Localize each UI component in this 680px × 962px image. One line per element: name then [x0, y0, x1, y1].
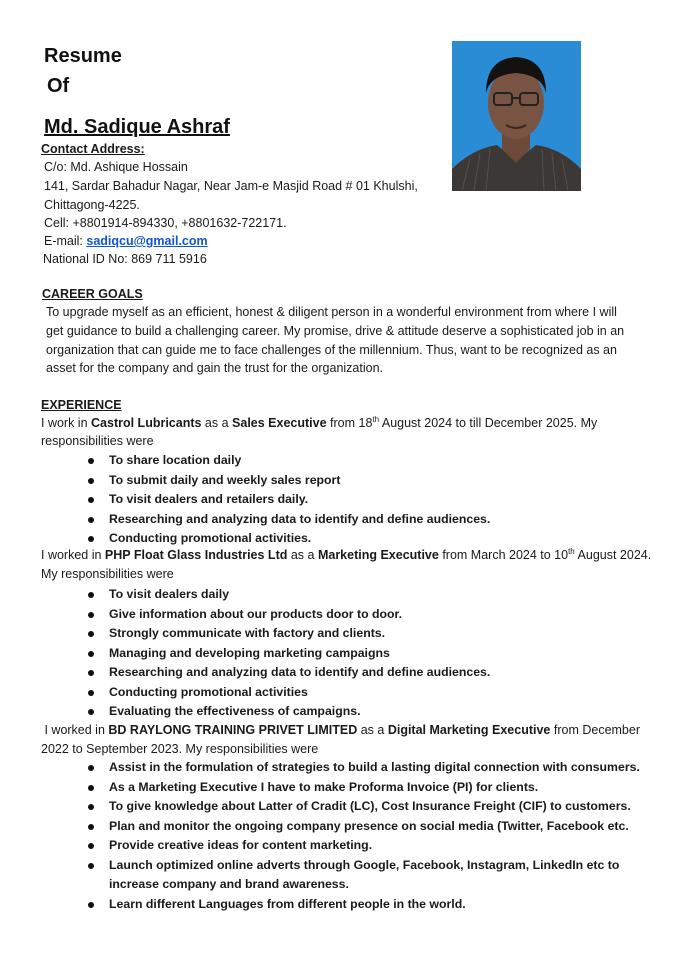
job2-line2: My responsibilities were — [41, 567, 174, 581]
bullet-icon — [88, 651, 94, 657]
bullet-icon — [88, 478, 94, 484]
career-line: get guidance to build a challenging career. My promise, drive & attitude deserve a sophisticated job in an — [46, 324, 625, 338]
contact-cell: Cell: +8801914-894330, +8801632-722171. — [44, 216, 287, 230]
list-item-text: Researching and analyzing data to identify and define audiences. — [109, 511, 491, 526]
bullet-icon — [88, 765, 94, 771]
job1-post: August 2024 to till December 2025. My — [379, 416, 598, 430]
email-link[interactable]: sadiqcu@gmail.com — [86, 234, 208, 248]
list-item-text: To submit daily and weekly sales report — [109, 472, 341, 487]
list-item — [109, 663, 490, 683]
list-item — [109, 895, 640, 915]
bullet-icon — [88, 824, 94, 830]
job1-company: Castrol Lubricants — [91, 416, 202, 430]
list-item-text: Assist in the formulation of strategies to build a lasting digital connection with consumers. — [109, 760, 640, 774]
bullet-icon — [88, 902, 94, 908]
experience-heading: EXPERIENCE — [41, 398, 122, 412]
list-item — [109, 510, 490, 530]
job2-from: from March 2024 to 10 — [438, 548, 569, 562]
bullet-icon — [88, 843, 94, 849]
list-item-text: To share location daily — [109, 453, 242, 467]
job1-sup: th — [372, 414, 380, 424]
bullet-icon — [88, 709, 94, 715]
list-item — [109, 683, 490, 703]
bullet-icon — [88, 458, 94, 464]
title-of: Of — [47, 75, 70, 97]
list-item-text: Learn different Languages from different people in the world. — [109, 896, 466, 911]
list-item-text: To visit dealers and retailers daily. — [109, 492, 309, 506]
bullet-icon — [88, 804, 94, 810]
list-item-text: Evaluating the effectiveness of campaigns. — [109, 704, 361, 718]
list-item-text: Conducting promotional activities — [109, 684, 308, 699]
list-item — [109, 856, 640, 895]
job3-mid: as a — [357, 723, 388, 737]
bullet-icon — [88, 631, 94, 637]
title-resume: Resume — [44, 45, 122, 67]
job1-from: from 18 — [326, 416, 373, 430]
list-item — [109, 836, 640, 856]
contact-nid: National ID No: 869 711 5916 — [43, 252, 207, 266]
list-item-text: Strongly communicate with factory and clients. — [109, 626, 386, 640]
list-item — [109, 451, 490, 471]
list-item-text: To visit dealers daily — [109, 587, 230, 601]
list-item-text: Conducting promotional activities. — [109, 531, 312, 545]
list-item — [109, 605, 490, 625]
job3-line2: 2022 to September 2023. My responsibilities were — [41, 742, 319, 756]
job1-role: Sales Executive — [232, 416, 327, 430]
job2-role: Marketing Executive — [317, 548, 439, 562]
list-item-text: Researching and analyzing data to identify and define audiences. — [109, 665, 491, 679]
list-item — [109, 778, 640, 798]
contact-heading: Contact Address: — [41, 142, 145, 156]
career-line: To upgrade myself as an efficient, honest & diligent person in a wonderful environment from where I will — [46, 305, 617, 319]
job3-post: from December — [550, 723, 640, 737]
contact-address-line2: Chittagong-4225. — [44, 198, 140, 212]
bullet-icon — [88, 592, 94, 598]
career-line: organization that can guide me to face challenges of the millennium. Thus, want to be recognized as an — [46, 343, 617, 357]
list-item — [109, 624, 490, 644]
career-heading: CAREER GOALS — [42, 287, 143, 301]
job3-pre: I worked in — [41, 723, 109, 737]
bullet-icon — [88, 497, 94, 503]
list-item-text: As a Marketing Executive I have to make Proforma Invoice (PI) for clients. — [109, 779, 539, 794]
list-item — [109, 817, 640, 837]
contact-co: C/o: Md. Ashique Hossain — [44, 160, 188, 174]
job3-company: BD RAYLONG TRAINING PRIVET LIMITED — [108, 723, 358, 737]
list-item — [109, 471, 490, 491]
list-item-text: Give information about our products door to door. — [109, 606, 403, 621]
list-item — [109, 797, 640, 817]
bullet-icon — [88, 612, 94, 618]
list-item-text: Launch optimized online adverts through Google, Facebook, Instagram, LinkedIn etc to — [109, 857, 620, 872]
job1-intro — [41, 414, 597, 433]
list-item — [109, 644, 490, 664]
contact-address-line1: 141, Sardar Bahadur Nagar, Near Jam-e Masjid Road # 01 Khulshi, — [44, 179, 418, 193]
profile-photo — [452, 41, 581, 191]
job3-role: Digital Marketing Executive — [387, 723, 551, 737]
job2-intro — [41, 546, 651, 565]
list-item-text: Managing and developing marketing campaigns — [109, 645, 390, 660]
list-item — [109, 585, 490, 605]
list-item — [109, 758, 640, 778]
list-item-text: To give knowledge about Latter of Cradit (LC), Cost Insurance Freight (CIF) to customers. — [109, 799, 631, 813]
bullet-icon — [88, 517, 94, 523]
job2-post: August 2024. — [574, 548, 652, 562]
list-item — [109, 702, 490, 722]
list-item-text: Plan and monitor the ongoing company presence on social media (Twitter, Facebook etc. — [109, 818, 629, 833]
bullet-icon — [88, 670, 94, 676]
bullet-icon — [88, 536, 94, 542]
career-line: asset for the company and gain the trust for the organization. — [46, 361, 384, 375]
job3-responsibilities — [109, 758, 640, 914]
email-label: E-mail: — [44, 234, 87, 248]
job2-pre: I worked in — [41, 548, 105, 562]
job2-sup: th — [568, 546, 575, 556]
bullet-icon — [88, 863, 94, 869]
job1-line2: responsibilities were — [41, 434, 154, 448]
job1-mid: as a — [201, 416, 233, 430]
bullet-icon — [88, 690, 94, 696]
job2-mid: as a — [287, 548, 318, 562]
list-item-text-cont: increase company and brand awareness. — [109, 877, 349, 891]
job1-responsibilities — [109, 451, 490, 549]
bullet-icon — [88, 785, 94, 791]
job3-intro — [41, 721, 640, 740]
list-item-text: Provide creative ideas for content marketing. — [109, 838, 373, 852]
job2-responsibilities — [109, 585, 490, 722]
list-item — [109, 490, 490, 510]
job1-pre: I work in — [41, 416, 92, 430]
contact-email-row — [44, 232, 208, 251]
job2-company: PHP Float Glass Industries Ltd — [104, 548, 288, 562]
candidate-name: Md. Sadique Ashraf — [44, 116, 230, 138]
